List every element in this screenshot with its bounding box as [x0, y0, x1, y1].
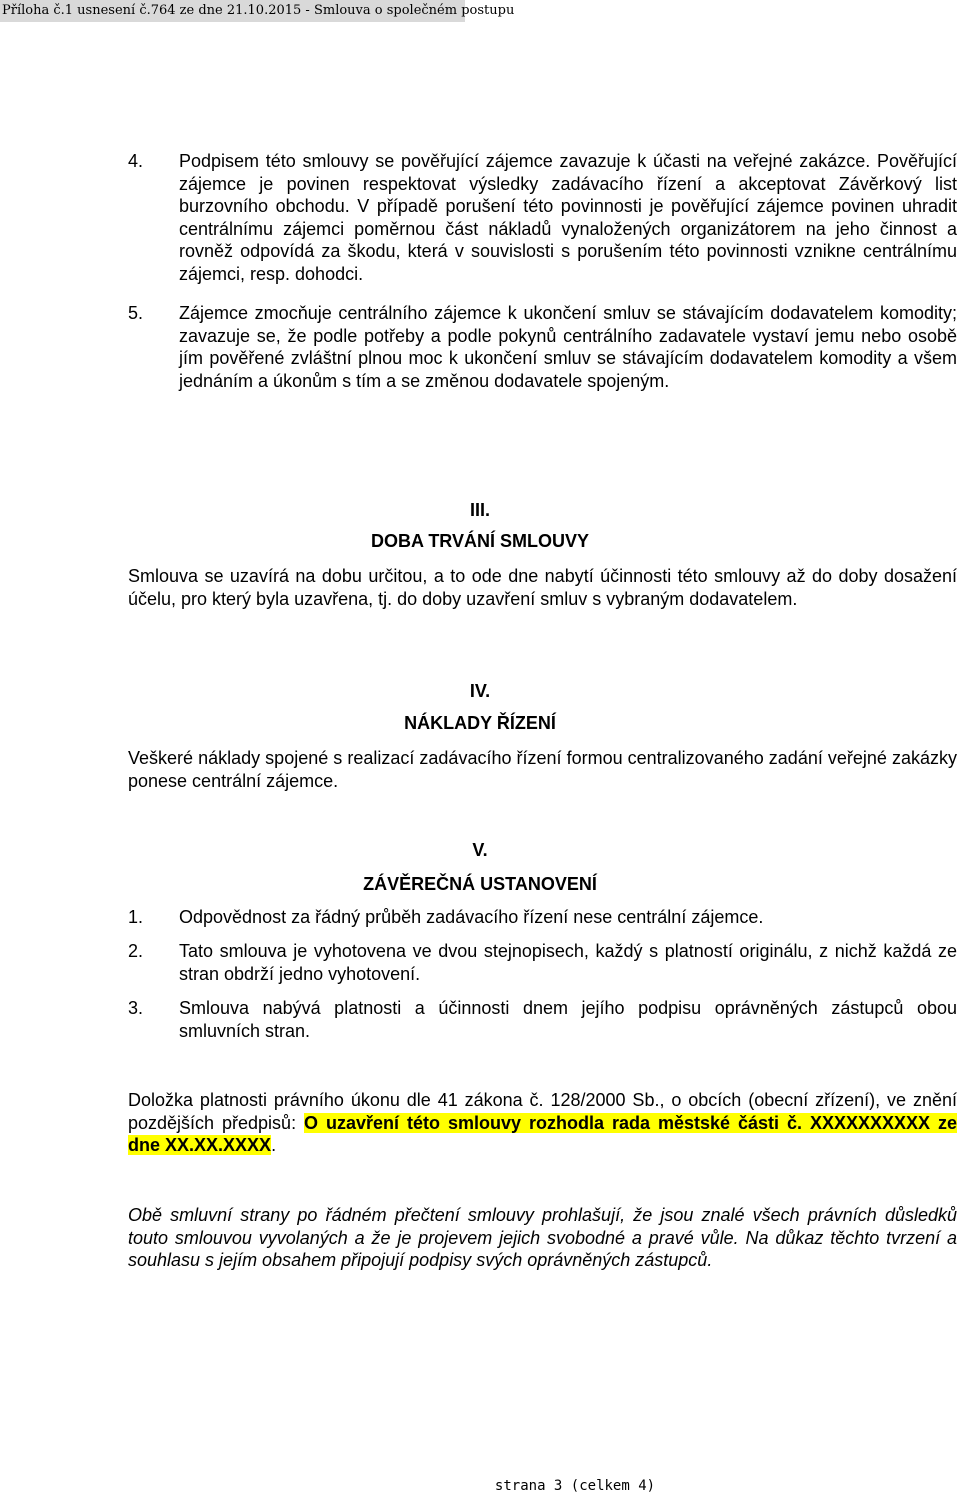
page-footer — [0, 1478, 960, 1494]
item-number: 1. — [128, 907, 144, 927]
clause-highlight: O uzavření této smlouvy rozhodla rada městské části č. XXXXXXXXXX ze dne XX.XX.XXXX — [128, 1112, 957, 1156]
document-header-bar — [0, 0, 515, 22]
section-numeral: V. — [472, 840, 488, 860]
section-title: NÁKLADY ŘÍZENÍ — [404, 713, 556, 733]
list-item — [128, 150, 957, 286]
section-title: DOBA TRVÁNÍ SMLOUVY — [370, 531, 589, 551]
section-paragraph: Veškeré náklady spojené s realizací zadávacího řízení formou centralizovaného zadání veřejné zakázky ponese centrální zájemce. — [128, 748, 957, 791]
section-title: ZÁVĚREČNÁ USTANOVENÍ — [363, 874, 597, 894]
list-item — [128, 997, 957, 1042]
section-numeral: IV. — [469, 681, 491, 701]
closing-statement: Obě smluvní strany po řádném přečtení smlouvy prohlašují, že jsou znalé všech právních důsledků touto smlouvou vyvolaných a že je projevem jejich svobodné a pravé vůle. Na důkaz těchto tvrzení a souhlasu s jejím obsahem připojují podpisy svých oprávněných zástupců. — [128, 1205, 957, 1271]
item-number: 5. — [128, 303, 144, 323]
clause-end: . — [271, 1135, 277, 1156]
item-text: Tato smlouva je vyhotovena ve dvou stejnopisech, každý s platností originálu, z nichž každá ze stran obdrží jedno vyhotovení. — [179, 941, 957, 984]
item-text: Zájemce zmocňuje centrálního zájemce k ukončení smluv se stávajícím dodavatelem komodity; zavazuje se, že podle potřeby a podle pokynů centrálního zadavatele vystaví jemu nebo osobě jím pověřené zvláštní plnou moc k ukončení smluv se stávajícím dodavatelem komodity a všem jednáním a úkonům s tím a se změnou dodavatele spojeným. — [179, 303, 957, 391]
list-item — [128, 302, 957, 392]
item-text: Odpovědnost za řádný průběh zadávacího řízení nese centrální zájemce. — [179, 907, 764, 927]
document-header-text: Příloha č.1 usnesení č.764 ze dne 21.10.2015 - Smlouva o společném postupu — [2, 3, 515, 18]
clause-text: Doložka platnosti právního úkonu dle 41 zákona č. 128/2000 Sb., o obcích (obecní zřízení), ve znění pozdějších předpisů: — [128, 1090, 957, 1133]
section-numeral: III. — [469, 500, 490, 520]
list-item — [128, 906, 957, 929]
page-number: strana 3 (celkem 4) — [494, 1478, 656, 1494]
section-paragraph: Smlouva se uzavírá na dobu určitou, a to ode dne nabytí účinnosti této smlouvy až do doby dosažení účelu, pro který byla uzavřena, tj. do doby uzavření smluv s vybraným dodavatelem. — [128, 566, 957, 609]
item-number: 3. — [128, 998, 144, 1018]
item-text: Podpisem této smlouvy se pověřující zájemce zavazuje k účasti na veřejné zakázce. Pověřující zájemce je povinen respektovat výsledky zadávacího řízení a akceptovat Závěrkový list burzovního obchodu. V případě porušení této povinnosti je pověřující zájemce povinen uhradit centrálnímu zájemci poměrnou část nákladů vynaložených organizátorem na jeho činnost a rovněž odpovídá za škodu, která v souvislosti s porušením této povinnosti vznikne centrálnímu zájemci, resp. dohodci. — [179, 151, 957, 284]
item-number: 4. — [128, 151, 144, 171]
list-item — [128, 940, 957, 985]
validity-clause — [128, 1089, 957, 1157]
item-text: Smlouva nabývá platnosti a účinnosti dnem jejího podpisu oprávněných zástupců obou smluvních stran. — [179, 998, 957, 1041]
item-number: 2. — [128, 941, 144, 961]
